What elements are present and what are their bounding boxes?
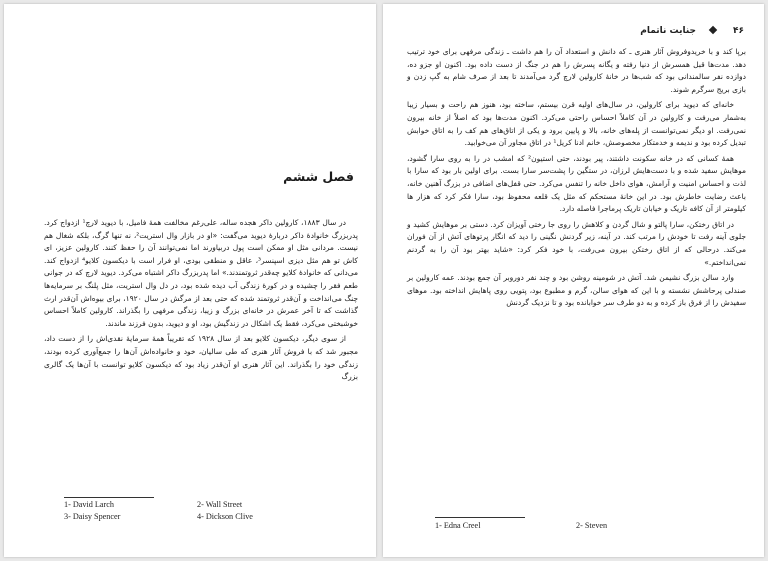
left-page-body: [44, 217, 358, 387]
paragraph: در اتاق رختکن، سارا پالتو و شال گردن و کلاهش را روی جا رختی آویزان کرد. دستی بر موهایش کشید و جلوی آینه رفت تا خودش را مرتب کند. در آینه، زیر گردنش نگینی را دید که انگار پرتوهای آتش از آن فوران می‌کند. درحالی که از اتاق رختکن بیرون می‌رفت، با خود فکر کرد: «شاید بهتر بود آن را به گردنم نمی‌انداختم.»: [407, 219, 746, 267]
footnote: 1- David Larch: [64, 500, 115, 509]
running-title: جنایت ناتمام: [640, 26, 696, 36]
paragraph: در سال ۱۸۸۳، کارولین داکر هجده ساله، علی‌رغم مخالفت همهٔ فامیل، با دیوید لارچ¹ ازدواج کرد. پدربزرگ خانوادهٔ داکر دربارهٔ دیوید می‌گفت: «او در بازار وال استریت²، نه تنها گرگ، بلکه شغال هم نیست. مردانی مثل او ممکن است پول دربیاورند اما نمی‌توانند آن را حفظ کنند. کارولین عزیز، ای کاش تو هم مثل دیزی اسپنسر³، عاقل و منطقی بودی، او فرار است با دیکسون کلایو⁴ ازدواج کند. می‌دانی که خانوادهٔ کلایو چه‌قدر ثروتمندند.» اما پدربزرگ داکر اشتباه می‌کرد. دیوید لارچ که در جوانی طعم فقر را چشیده و در کورهٔ زندگی آب دیده شده بود، در دل وال استریت، مثل پلنگ بر سرمایه‌ها چنگ می‌انداخت و آن‌قدر ثروتمند شده که حتی بعد از مرگش در سال ۱۹۲۰، برای بیوه‌اش آن‌قدر ارث گذاشت که تا آخر عمرش در خانه‌ای بزرگ و زیبا، زندگی مرفهی را بگذراند. کارولین کاملاً احساس خوشبختی می‌کرد، فقط یک اشکال در زندگیش بود، او و دیوید، بدون فرزند ماندند.: [44, 218, 359, 328]
footnote: 4- Dickson Clive: [197, 512, 253, 521]
footnote: 1- Edna Creel: [435, 521, 481, 530]
footnote-divider: [64, 497, 154, 498]
paragraph: خانه‌ای که دیوید برای کارولین، در سال‌های اولیه قرن بیستم، ساخته بود، هنوز هم راحت و بسیار زیبا به‌شمار می‌رفت و کارولین در آن کاملاً احساس راحتی می‌کرد. اکنون مدت‌ها بود که اصلاً از خانه بیرون نمی‌رفت. او دیگر نمی‌توانست از پله‌های خانه، بالا و پایین برود و یکی از اتاق‌های هم کف را به اتاق خوابش تبدیل کرده بود و ندیمه و خدمتکار مخصوصش، خانم ادنا کریل¹ در اتاق مجاور آن می‌خوابید.: [407, 100, 746, 148]
right-page-body: [407, 46, 746, 313]
chapter-title: فصل ششم: [283, 169, 354, 184]
right-page: [383, 4, 764, 557]
running-header: [407, 26, 744, 40]
left-page: [4, 4, 376, 557]
paragraph: از سوی دیگر، دیکسون کلایو بعد از سال ۱۹۲۸ که تقریباً همهٔ سرمایهٔ نقدی‌اش را از دست داد، مجبور شد که با فروش آثار هنری که طی سالیان، خود و خانواده‌اش آن‌ها را جمع‌آوری کرده بودند، زندگی خود را بگذراند. این آثار هنری او آن‌قدر زیاد بود که دیکسون کلایو توانست با آن‌ها یک گالری بزرگ: [44, 334, 358, 382]
paragraph: همهٔ کسانی که در خانه سکونت داشتند، پیر بودند، حتی استیون² که امشب در را به روی سارا گشود، موهایش سفید شده و با دست‌هایش لرزان، در ستگین را پشت‌سر سارا بست. برای اولین بار بود که سارا با لذت و احساس امنیت و آرامش، هوای داخل خانه را تنفس می‌کرد. حتی قفل‌های اضافی در بزرگ آهنین خانه، باعث رضایت خاطرش بود. در این خانهٔ مستحکم که مثل یک قلعه محفوظ بود، سارا فکر کرد که هزار ها کیلومتر از آن کافه تاریک و خیابان تاریک پرماجرا فاصله دارد.: [407, 153, 746, 214]
footnote: 3- Daisy Spencer: [64, 512, 121, 521]
paragraph: وارد سالن بزرگ نشیمن شد. آتش در شومینه روشن بود و چند نفر دوروبر آن جمع بودند. عمه کارولین بر صندلی پرحاشش نشسته و با این که هوای سالن، گرم و مطبوع بود، پتویی روی پاهایش انداخته بود. موهای سفیدش را از فرق باز کرده و به دو طرف سر خوابانده بود و تا نزدیک گردنش: [407, 273, 746, 308]
footnote-divider: [435, 517, 525, 518]
page-number: ۴۶: [733, 26, 744, 36]
footnote: 2- Wall Street: [197, 500, 243, 509]
paragraph: برپا کند و با خریدوفروش آثار هنری ـ که دانش و استعداد آن را هم داشت ـ زندگی مرفهی برای خود ترتیب دهد. مدت‌ها قبل همسرش از دنیا رفته و یگانه پسرش را هم در جنگ از دست داده بود. اکنون او جزو ده، دوازده نفر سالمندانی بود که شب‌ها در خانهٔ کارولین لارچ گرد می‌آمدند تا بعد از صرف شام به گپ زدن و بازی بریج سرگرم شوند.: [407, 47, 746, 94]
diamond-bullet-icon: [709, 26, 717, 34]
footnote: 2- Steven: [576, 521, 608, 530]
